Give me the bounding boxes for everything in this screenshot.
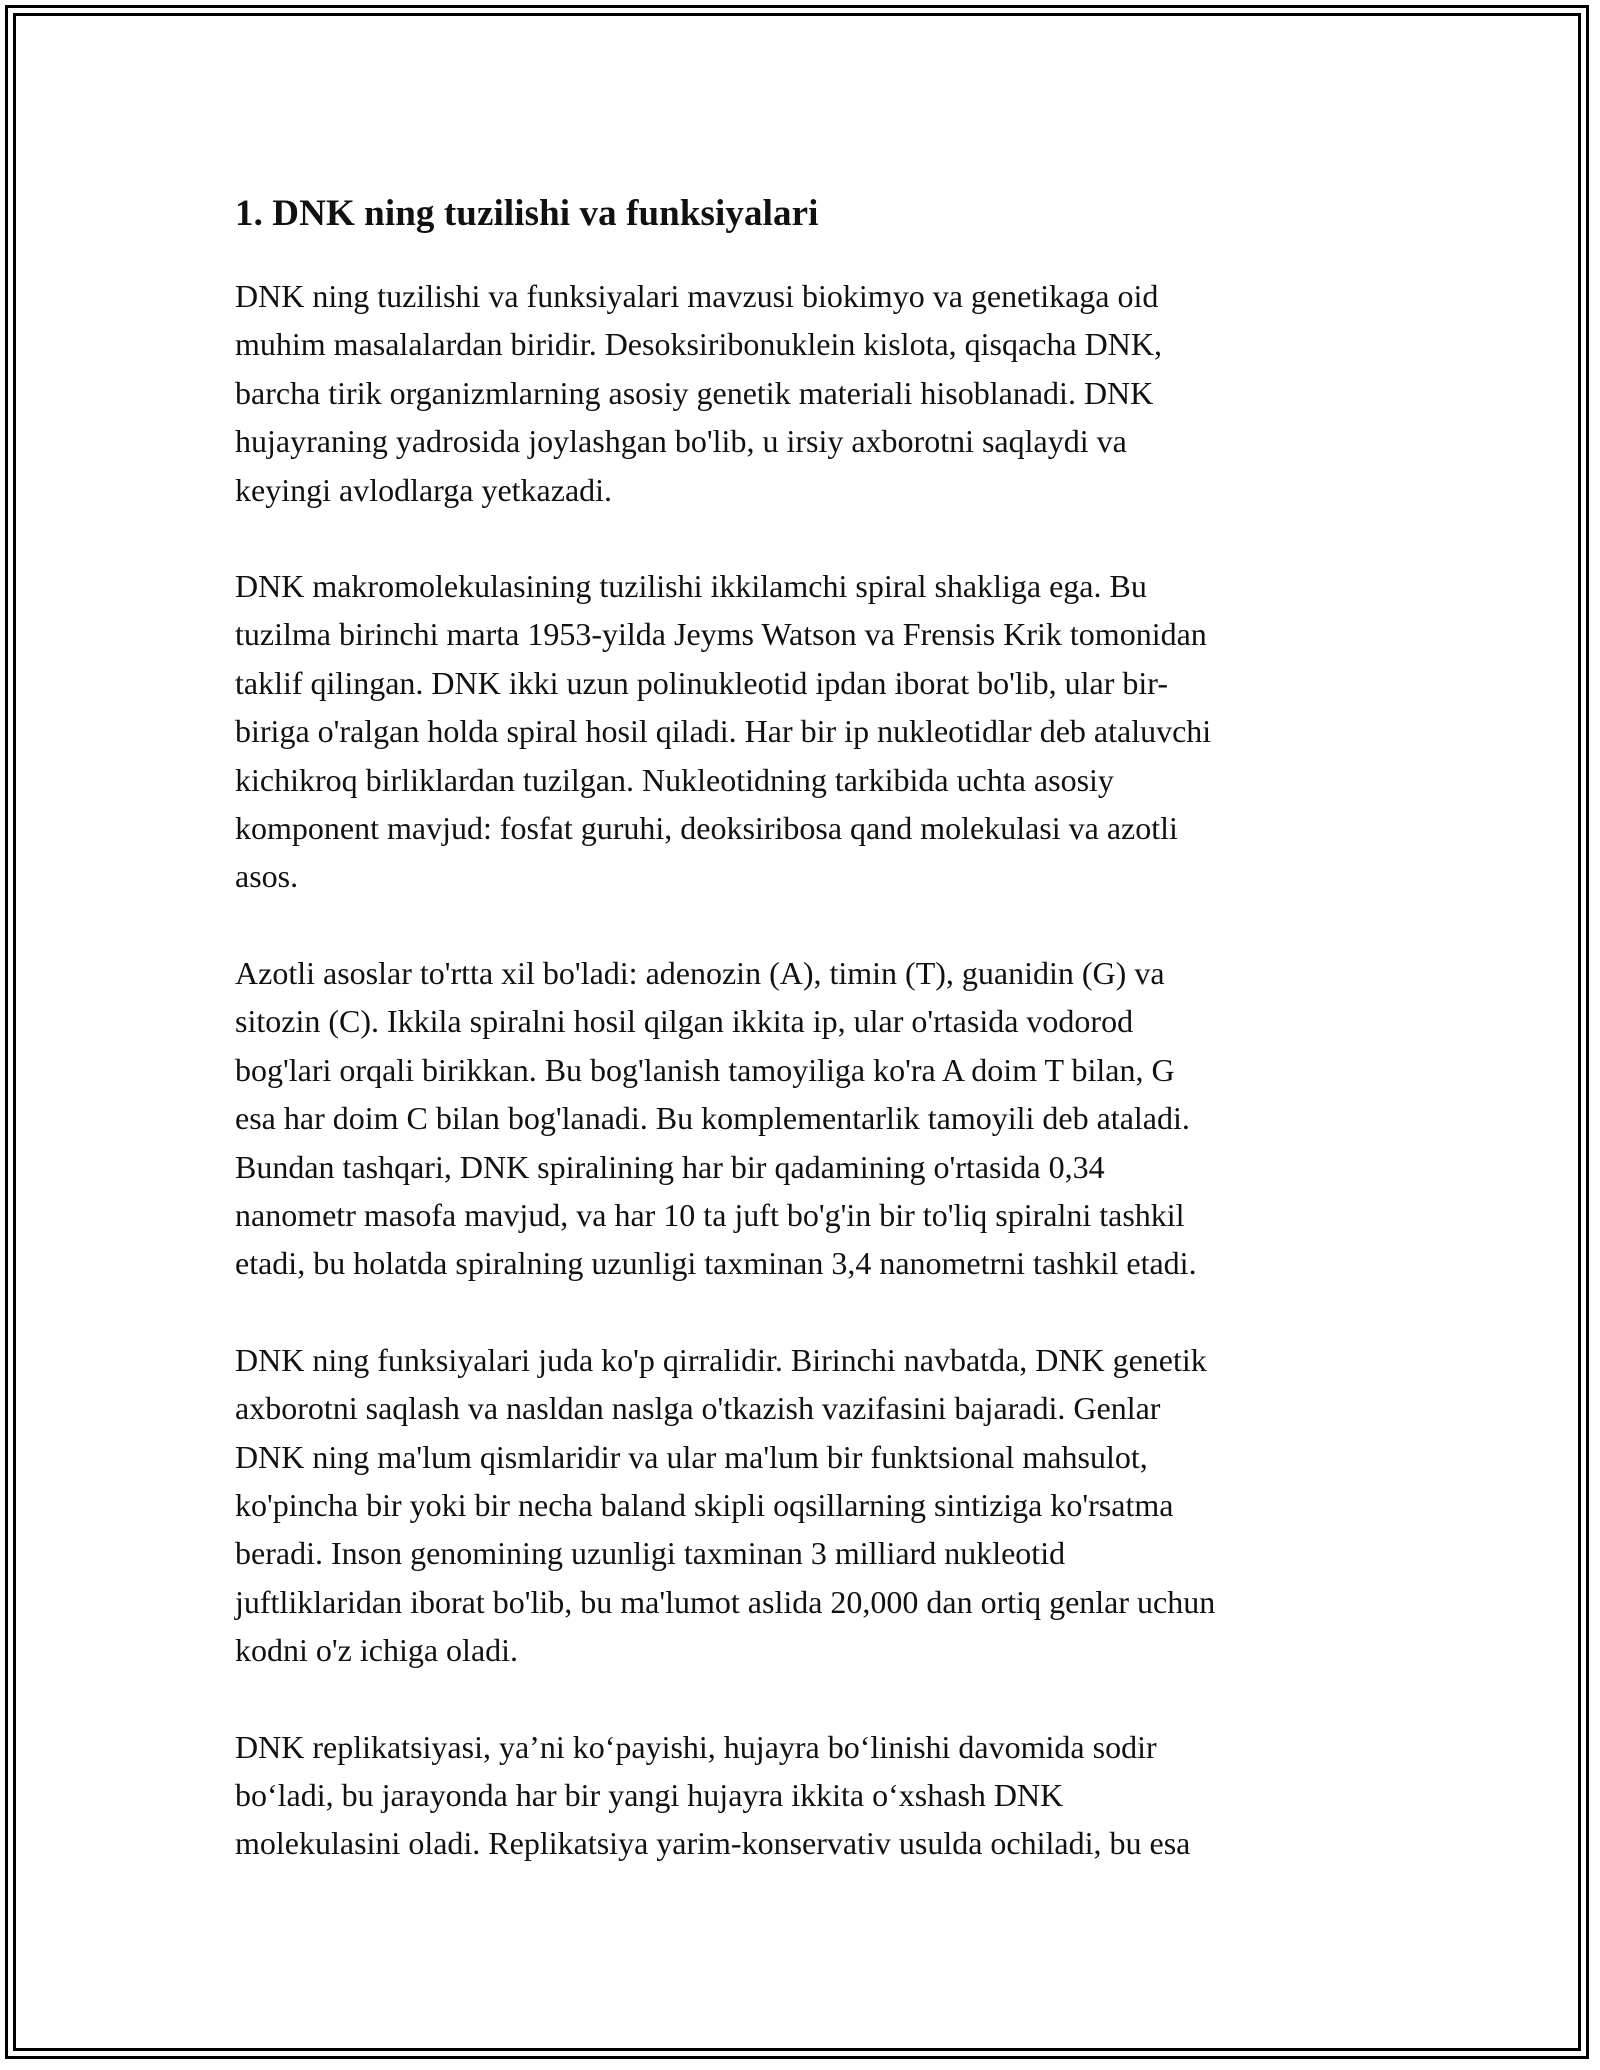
paragraph-intro: DNK ning tuzilishi va funksiyalari mavzusi biokimyo va genetikaga oid muhim masalalardan biridir. Desoksiribonuklein kislota, qisqacha DNK, barcha tirik organizmlarning asosiy genetik materiali hisoblanadi. DNK hujayraning yadrosida joylashgan bo'lib, u irsiy axborotni saqlaydi va keyingi avlodlarga yetkazadi.	[235, 278, 1162, 508]
paragraph-replication: DNK replikatsiyasi, ya’ni ko‘payishi, hujayra bo‘linishi davomida sodir bo‘ladi, bu jarayonda har bir yangi hujayra ikkita o‘xshash DNK molekulasini oladi. Replikatsiya yarim-konservativ usulda ochiladi, bu esa	[235, 1728, 1191, 1862]
section-heading: 1. DNK ning tuzilishi va funksiyalari	[235, 193, 819, 234]
document-body	[235, 186, 1365, 1916]
paragraph-nitrogen-bases: Azotli asoslar to'rtta xil bo'ladi: adenozin (A), timin (T), guanidin (G) va sitozin (C). Ikkila spiralni hosil qilgan ikkita ip, ular o'rtasida vodorod bog'lari orqali birikkan. Bu bog'lanish tamoyiliga ko'ra A doim T bilan, G esa har doim C bilan bog'lanadi. Bu komplementarlik tamoyili deb ataladi. Bundan tashqari, DNK spiralining har bir qadamining o'rtasida 0,34 nanometr masofa mavjud, va har 10 ta juft bo'g'in bir to'liq spiralni tashkil etadi, bu holatda spiralning uzunligi taxminan 3,4 nanometrni tashkil etadi.	[235, 954, 1197, 1282]
paragraph-structure: DNK makromolekulasining tuzilishi ikkilamchi spiral shakliga ega. Bu tuzilma birinchi marta 1953-yilda Jeyms Watson va Frensis Krik tomonidan taklif qilingan. DNK ikki uzun polinukleotid ipdan iborat bo'lib, ular bir- biriga o'ralgan holda spiral hosil qiladi. Har bir ip nukleotidlar deb ataluvchi kichikroq birliklardan tuzilgan. Nukleotidning tarkibida uchta asosiy komponent mavjud: fosfat guruhi, deoksiribosa qand molekulasi va azotli asos.	[235, 568, 1212, 895]
paragraph-functions: DNK ning funksiyalari juda ko'p qirralidir. Birinchi navbatda, DNK genetik axborotni saqlash va nasldan naslga o'tkazish vazifasini bajaradi. Genlar DNK ning ma'lum qismlaridir va ular ma'lum bir funktsional mahsulot, ko'pincha bir yoki bir necha baland skipli oqsillarning sintiziga ko'rsatma beradi. Inson genomining uzunligi taxminan 3 milliard nukleotid juftliklaridan iborat bo'lib, bu ma'lumot aslida 20,000 dan ortiq genlar uchun kodni o'z ichiga oladi.	[235, 1341, 1216, 1669]
